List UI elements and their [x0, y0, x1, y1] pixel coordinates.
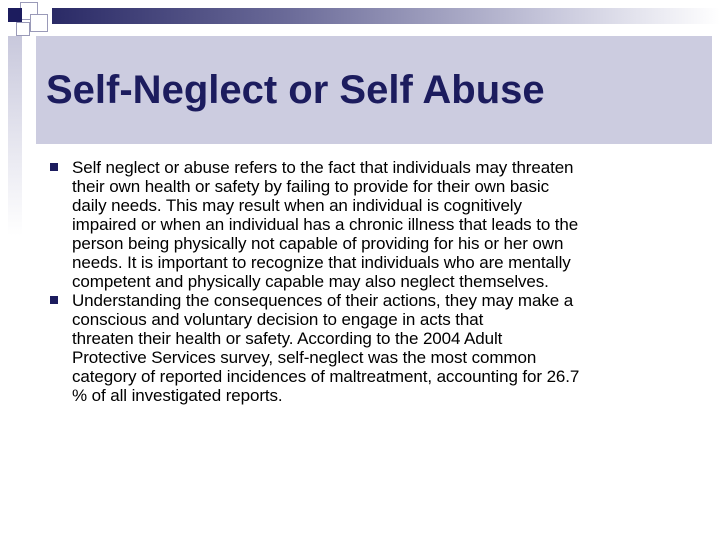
slide-title: Self-Neglect or Self Abuse: [46, 68, 545, 112]
square-bullet-icon: [50, 296, 58, 304]
bullet-line: their own health or safety by failing to provide for their own basic: [72, 177, 550, 196]
top-gradient-bar: [52, 8, 720, 24]
bullet-line: conscious and voluntary decision to engage in acts that: [72, 310, 484, 329]
bullet-line: impaired or when an individual has a chronic illness that leads to the: [72, 215, 579, 234]
bullet-item: [50, 158, 690, 291]
bullet-line: % of all investigated reports.: [72, 386, 283, 405]
decorative-square: [30, 14, 48, 32]
bullet-line: daily needs. This may result when an individual is cognitively: [72, 196, 522, 215]
left-gradient-bar: [8, 36, 22, 236]
bullet-item: [50, 291, 690, 405]
bullet-line: Understanding the consequences of their actions, they may make a: [72, 291, 574, 310]
bullet-line: Protective Services survey, self-neglect was the most common: [72, 348, 537, 367]
bullet-line: person being physically not capable of providing for his or her own: [72, 234, 564, 253]
decorative-square: [16, 22, 30, 36]
bullet-line: competent and physically capable may also neglect themselves.: [72, 272, 549, 291]
bullet-line: threaten their health or safety. According to the 2004 Adult: [72, 329, 503, 348]
bullet-list: [50, 158, 690, 405]
decorative-square-dark: [8, 8, 22, 22]
square-bullet-icon: [50, 163, 58, 171]
bullet-line: category of reported incidences of maltreatment, accounting for 26.7: [72, 367, 580, 386]
bullet-line: needs. It is important to recognize that individuals who are mentally: [72, 253, 571, 272]
bullet-line: Self neglect or abuse refers to the fact that individuals may threaten: [72, 158, 574, 177]
